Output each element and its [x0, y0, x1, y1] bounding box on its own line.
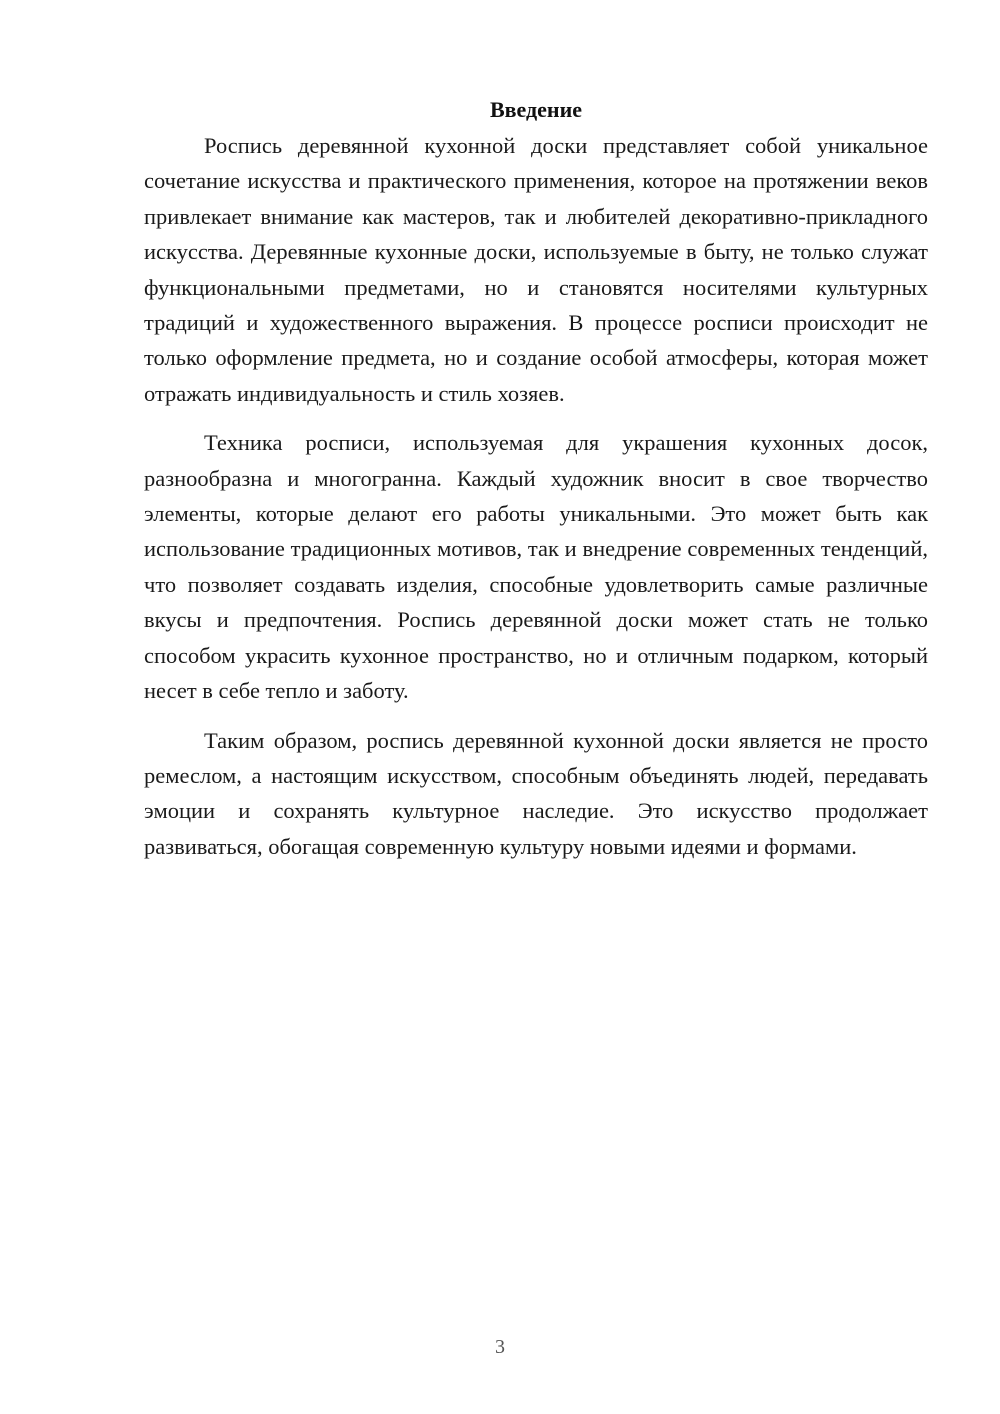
paragraph-1: Роспись деревянной кухонной доски представляет собой уникальное сочетание искусства и практического применения, которое на протяжении веков привлекает внимание как мастеров, так и любителей декоративно-прикладного искусства. Деревянные кухонные доски, используемые в быту, не только служат функциональными предметами, но и становятся носителями культурных традиций и художественного выражения. В процессе росписи происходит не только оформление предмета, но и создание особой атмосферы, которая может отражать индивидуальность и стиль хозяев.: [144, 133, 928, 406]
section-heading: Введение: [489, 97, 583, 122]
paragraph-2: Техника росписи, используемая для украшения кухонных досок, разнообразна и многогранна. Каждый художник вносит в свое творчество элементы, которые делают его работы уникальными. Это может быть как использование традиционных мотивов, так и внедрение современных тенденций, что позволяет создавать изделия, способные удовлетворить самые различные вкусы и предпочтения. Роспись деревянной доски может стать не только способом украсить кухонное пространство, но и отличным подарком, который несет в себе тепло и заботу.: [144, 430, 928, 704]
paragraph-3: Таким образом, роспись деревянной кухонной доски является не просто ремеслом, а настоящим искусством, способным объединять людей, передавать эмоции и сохранять культурное наследие. Это искусство продолжает развиваться, обогащая современную культуру новыми идеями и формами.: [144, 727, 928, 859]
page-number: 3: [495, 1336, 505, 1358]
page-content: [144, 92, 928, 864]
